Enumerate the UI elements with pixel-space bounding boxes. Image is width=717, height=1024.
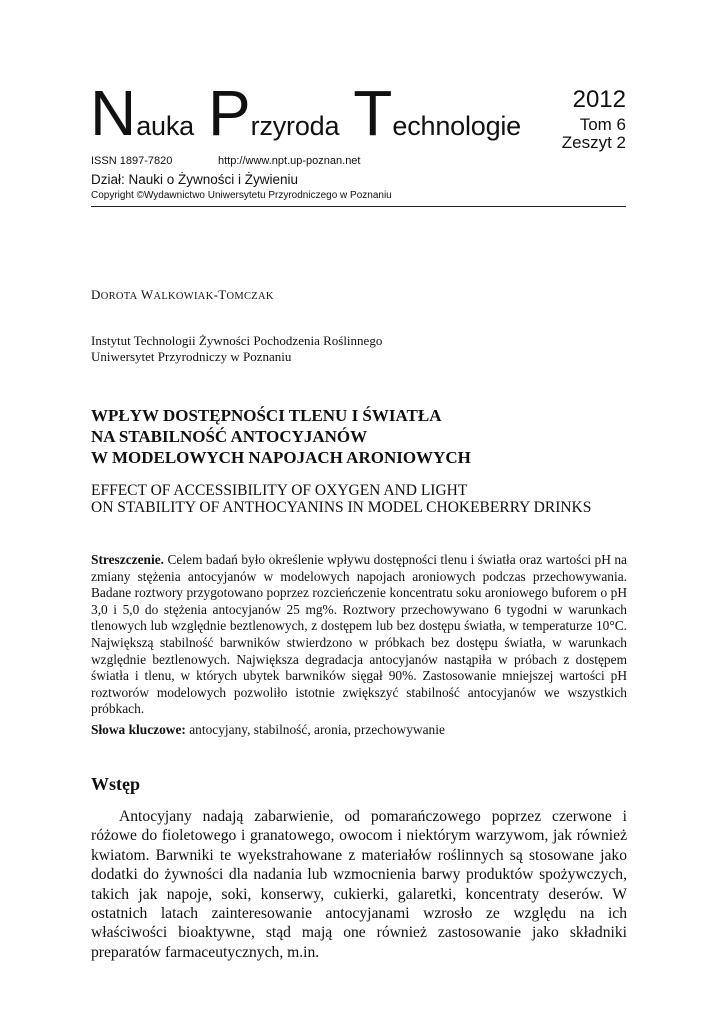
journal-volume: Tom 6: [579, 115, 626, 134]
affiliation-line-2: Uniwersytet Przyrodniczy w Poznaniu: [91, 349, 292, 364]
title-pl-line-1: WPŁYW DOSTĘPNOŚCI TLENU I ŚWIATŁA: [91, 406, 442, 425]
article-title-english: [91, 482, 591, 516]
journal-title: [90, 77, 535, 149]
title-pl-line-3: W MODELOWYCH NAPOJACH ARONIOWYCH: [91, 448, 471, 467]
journal-title-word-3: Technologie: [353, 77, 522, 149]
header-divider: [91, 206, 626, 207]
title-en-line-2: ON STABILITY OF ANTHOCYANINS IN MODEL CHOKEBERRY DRINKS: [91, 499, 592, 516]
abstract-label: Streszczenie.: [91, 552, 164, 567]
journal-section: Dział: Nauki o Żywności i Żywieniu: [91, 172, 299, 187]
author-affiliation: [91, 333, 382, 365]
journal-title-word-1: Nauka: [90, 77, 194, 149]
journal-year: 2012: [572, 86, 626, 113]
abstract-text: Celem badań było określenie wpływu dostępności tlenu i światła oraz wartości pH na zmiany stężenia antocyjanów w modelowych napojach aroniowych podczas przechowywania. Badane roztwory przygotowano poprzez rozcieńczenie koncentratu soku aroniowego buforem o pH 3,0 i 5,0 do stężenia antocyjanów 25 mg%. Roztwory przechowywano 6 tygodni w warunkach tlenowych lub względnie beztlenowych, z dostępem lub bez dostępu światła, w temperaturze 10°C. Największą stabilność barwników stwierdzono w próbkach bez dostępu światła, w warunkach względnie beztlenowych. Największa degradacja antocyjanów nastąpiła w próbach z dostępem światła i tlenu, w których ubytek barwników sięgał 90%. Zastosowanie mniejszej wartości pH roztworów modelowych pozwoliło istotnie zwiększyć stabilność antocyjanów we wszystkich próbkach.: [91, 552, 627, 717]
issn: ISSN 1897-7820: [91, 155, 173, 167]
article-title-polish: [91, 405, 471, 468]
title-en-line-1: EFFECT OF ACCESSIBILITY OF OXYGEN AND LIGHT: [91, 482, 468, 499]
affiliation-line-1: Instytut Technologii Żywności Pochodzenia Roślinnego: [91, 333, 383, 348]
journal-title-word-2: Przyroda: [207, 77, 340, 149]
journal-url[interactable]: http://www.npt.up-poznan.net: [218, 155, 361, 167]
journal-issue: Zeszyt 2: [561, 133, 626, 152]
keywords-label: Słowa kluczowe:: [91, 722, 186, 737]
author-name: DOROTA WALKOWIAK-TOMCZAK: [91, 287, 274, 302]
introduction-paragraph: Antocyjany nadają zabarwienie, od pomarańczowego poprzez czerwone i różowe do fioletowego i granatowego, owocom i niektórym warzywom, jak również kwiatom. Barwniki te wyekstrahowane z materiałów roślinnych są stosowane jako dodatki do żywności dla nadania lub wzmocnienia barwy produktów spożywczych, takich jak napoje, soki, konserwy, cukierki, galaretki, koncentraty deserów. W ostatnich latach zainteresowanie antocyjanami wzrosło ze względu na ich właściwości bioaktywne, stąd mają one również zastosowanie jako składniki preparatów farmaceutycznych, m.in.: [91, 808, 627, 961]
keywords-text: antocyjany, stabilność, aronia, przechowywanie: [185, 722, 445, 737]
section-heading-introduction: Wstęp: [91, 774, 140, 794]
copyright: Copyright ©Wydawnictwo Uniwersytetu Przyrodniczego w Poznaniu: [91, 190, 392, 201]
title-pl-line-2: NA STABILNOŚĆ ANTOCYJANÓW: [91, 427, 368, 446]
keywords: [91, 722, 627, 739]
abstract: [91, 552, 627, 718]
